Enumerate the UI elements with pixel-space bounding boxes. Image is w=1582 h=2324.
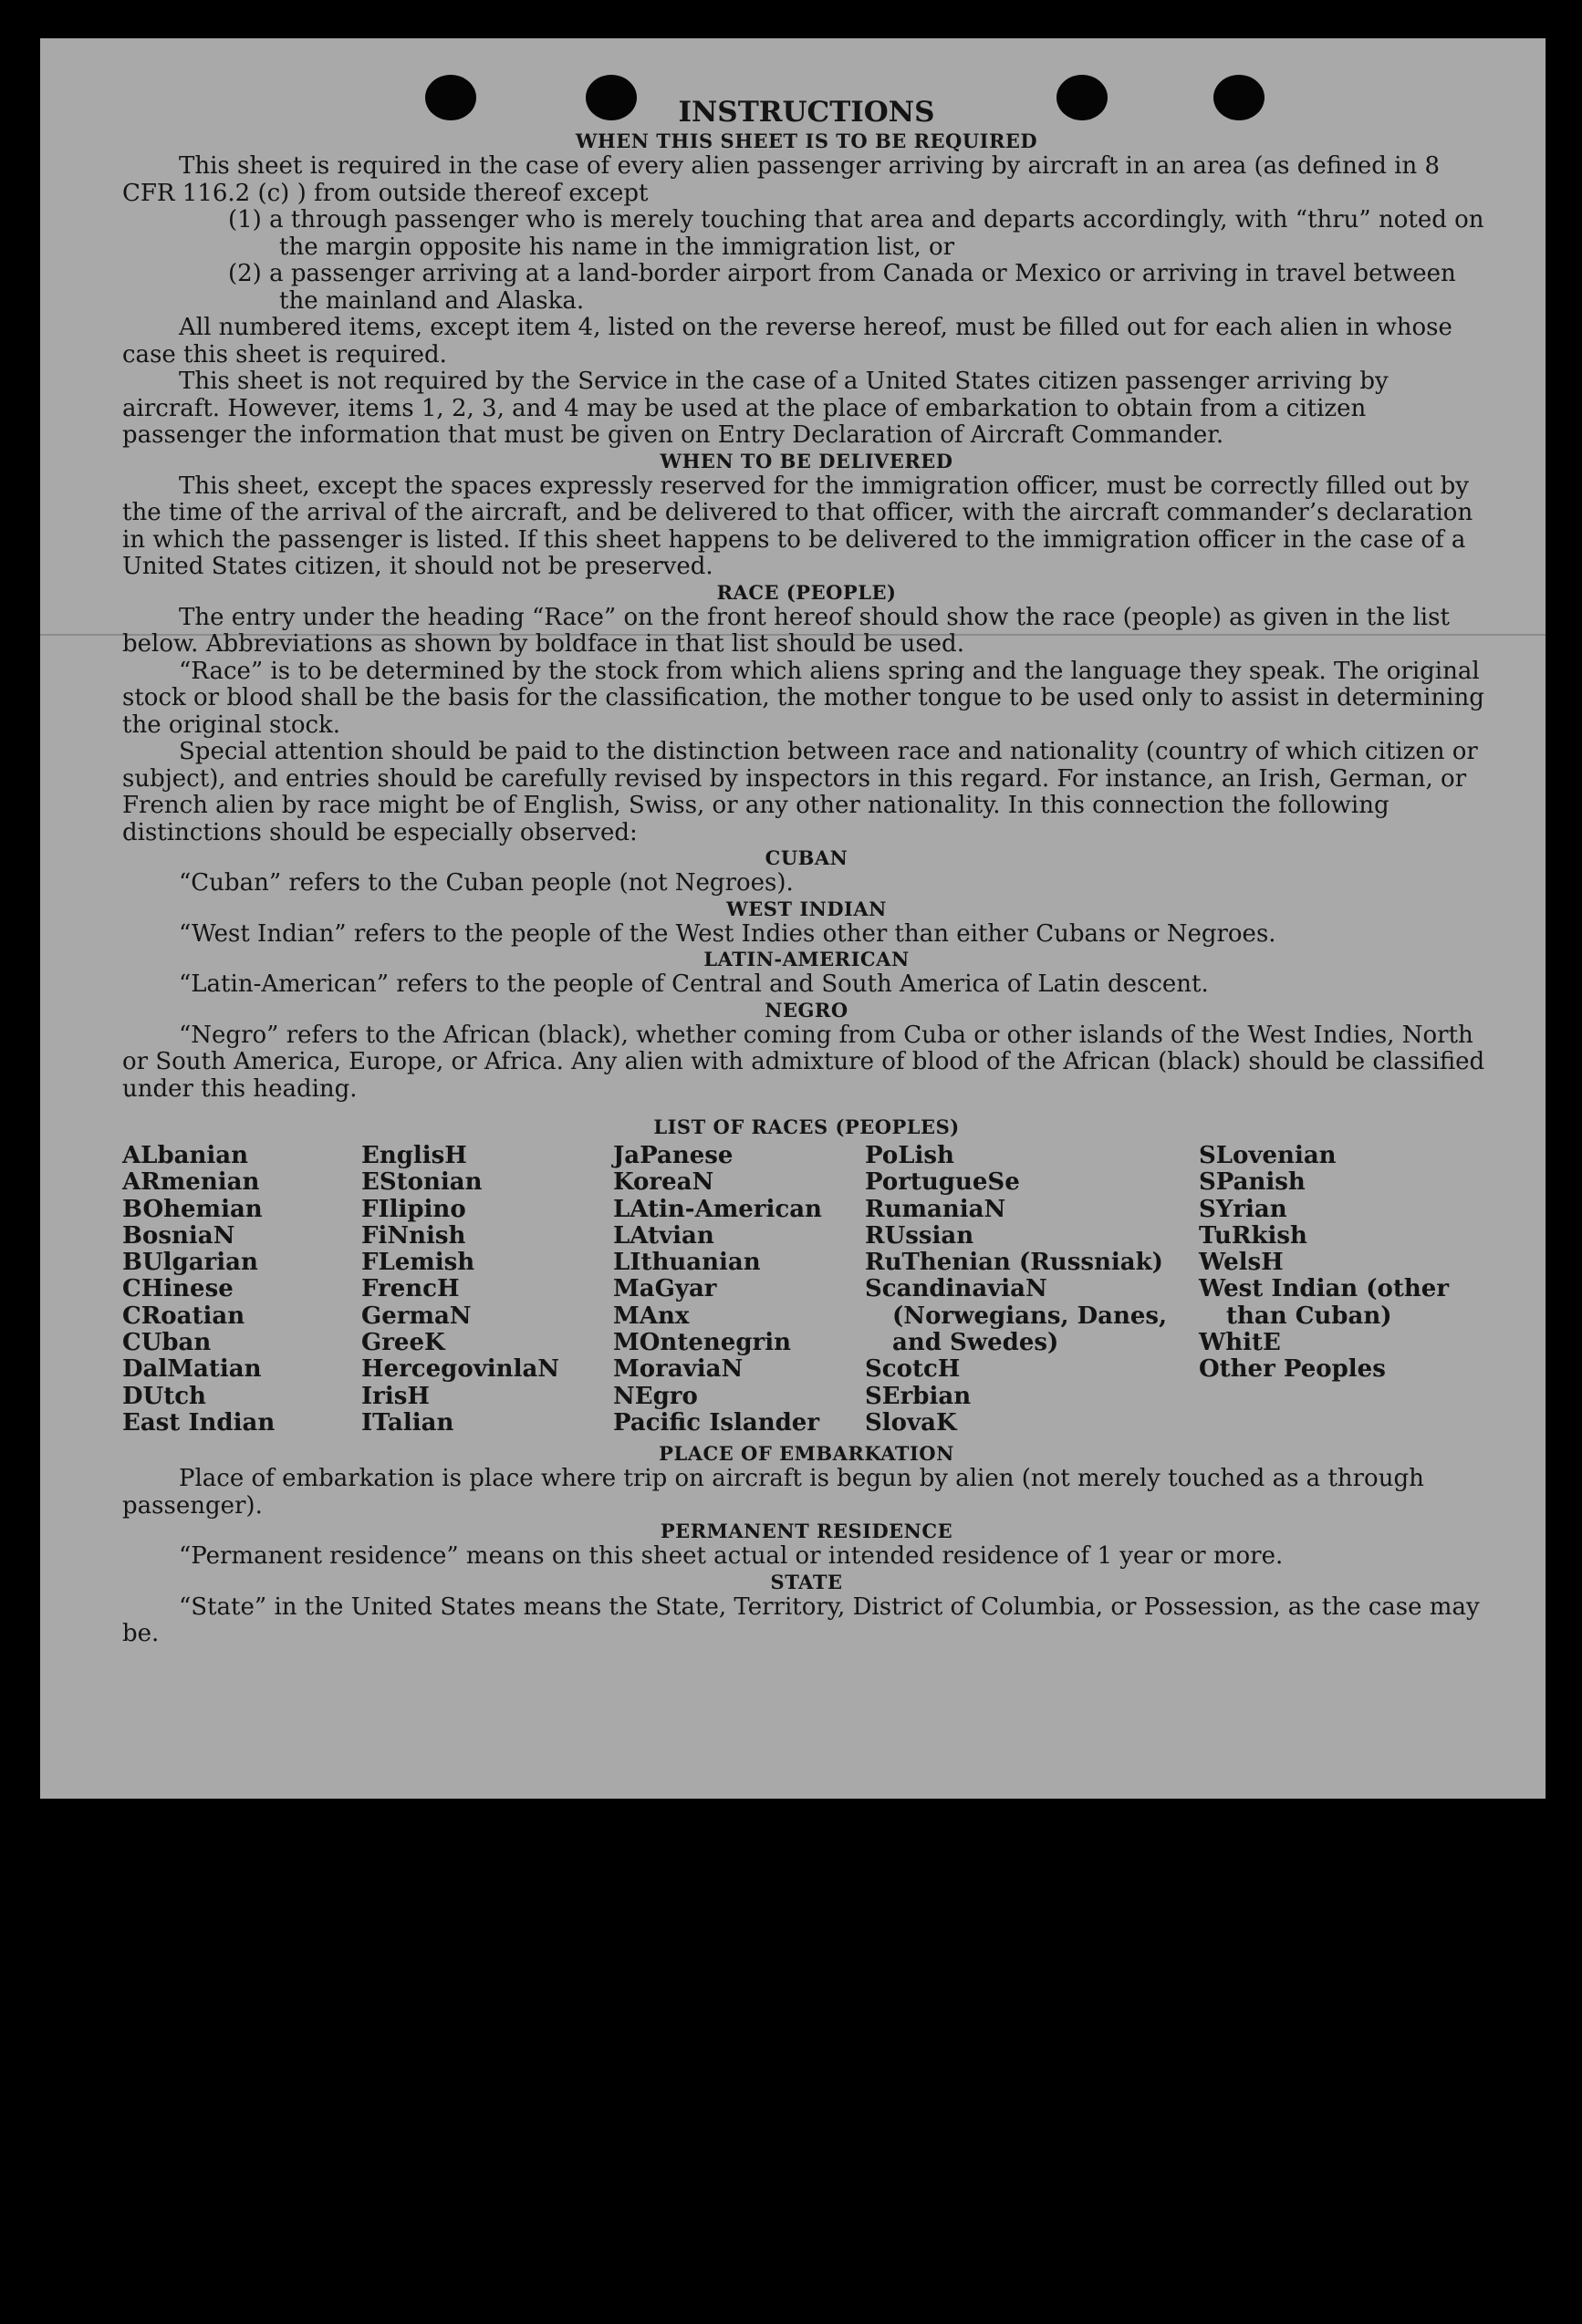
race-entry: BOhemian bbox=[122, 1195, 263, 1223]
race-entry: SlovaK bbox=[865, 1408, 957, 1437]
race-entry: BosniaN bbox=[122, 1221, 235, 1250]
cuban-paragraph: “Cuban” refers to the Cuban people (not Negroes). bbox=[179, 869, 794, 897]
required-paragraph-1: This sheet is required in the case of every alien passenger arriving by aircraft in an area (as defined in 8 CFR 116.2 (c) ) from outside thereof except bbox=[122, 152, 1441, 207]
race-entry: RumaniaN bbox=[865, 1195, 1006, 1223]
race-entry: SErbian bbox=[865, 1382, 972, 1410]
race-entry: HercegovinlaN bbox=[361, 1355, 560, 1384]
race-entry: DUtch bbox=[122, 1382, 206, 1410]
race-entry: GermaN bbox=[361, 1302, 472, 1330]
race-entry: ITalian bbox=[361, 1408, 454, 1437]
race-entry: CRoatian bbox=[122, 1302, 245, 1330]
required-item-1: (1) a through passenger who is merely touching that area and departs accordingly, with “thru” noted on the margin opposite his name in the immigration list, or bbox=[228, 206, 1484, 261]
heading-embarkation: PLACE OF EMBARKATION bbox=[659, 1442, 954, 1466]
race-entry: SLovenian bbox=[1199, 1142, 1337, 1169]
heading-required: WHEN THIS SHEET IS TO BE REQUIRED bbox=[575, 130, 1038, 152]
document-sheet bbox=[40, 38, 1546, 1799]
race-paragraph-3: Special attention should be paid to the distinction between race and nationality (country of which citizen or subject), and entries should be carefully revised by inspectors in this regard. For instance, an Irish, German, or French alien by race might be of English, Swiss, or any other nationality. In this connection the following distinctions should be especially observed: bbox=[122, 738, 1478, 846]
races-column-5 bbox=[1199, 1143, 1473, 1437]
delivered-paragraph-1: This sheet, except the spaces expressly reserved for the immigration officer, must be correctly filled out by the time of the arrival of the aircraft, and be delivered to that officer, with the aircraft commander’s declaration in which the passenger is listed. If this sheet happens to be delivered to the immigration officer in the case of a United States citizen, it should not be preserved. bbox=[122, 472, 1473, 580]
race-entry: PoLish bbox=[865, 1142, 954, 1169]
race-entry: IrisH bbox=[361, 1382, 430, 1410]
races-table bbox=[122, 1143, 1491, 1437]
required-paragraph-3: This sheet is not required by the Service in the case of a United States citizen passenger arriving by aircraft. However, items 1, 2, 3, and 4 may be used at the place of embarkation to obtain from a citizen passenger the information that must be given on Entry Declaration of Aircraft Commander. bbox=[122, 368, 1389, 449]
race-entry: EnglisH bbox=[361, 1142, 467, 1169]
races-column-4 bbox=[865, 1143, 1199, 1437]
race-entry: JaPanese bbox=[613, 1142, 734, 1169]
instructions-content bbox=[122, 95, 1491, 1648]
race-entry: TuRkish bbox=[1199, 1221, 1307, 1250]
race-entry: MAnx bbox=[613, 1302, 690, 1330]
heading-latin-american: LATIN-AMERICAN bbox=[703, 948, 910, 970]
race-entry: ScandinaviaN (Norwegians, Danes, and Swedes) bbox=[865, 1275, 1168, 1357]
race-entry: WelsH bbox=[1199, 1249, 1284, 1277]
heading-state: STATE bbox=[770, 1570, 843, 1593]
race-entry: ScotcH bbox=[865, 1355, 961, 1384]
heading-negro: NEGRO bbox=[765, 998, 848, 1022]
race-paragraph-1: The entry under the heading “Race” on the front hereof should show the race (people) as given in the list below. Abbreviations as shown by boldface in that list should be used. bbox=[122, 603, 1450, 658]
required-paragraph-2: All numbered items, except item 4, listed on the reverse hereof, must be filled out for each alien in whose case this sheet is required. bbox=[122, 314, 1452, 368]
race-entry: GreeK bbox=[361, 1329, 445, 1357]
west-indian-paragraph: “West Indian” refers to the people of the West Indies other than either Cubans or Negroes. bbox=[179, 919, 1276, 948]
race-entry: KoreaN bbox=[613, 1168, 714, 1197]
race-entry: MoraviaN bbox=[613, 1355, 744, 1384]
page-title: INSTRUCTIONS bbox=[678, 96, 935, 129]
race-entry: ARmenian bbox=[122, 1168, 260, 1197]
heading-west-indian: WEST INDIAN bbox=[726, 897, 887, 920]
races-column-1 bbox=[122, 1143, 361, 1437]
heading-delivered: WHEN TO BE DELIVERED bbox=[660, 449, 953, 472]
race-entry: LAtvian bbox=[613, 1221, 714, 1250]
heading-cuban: CUBAN bbox=[765, 846, 848, 869]
races-column-2 bbox=[361, 1143, 613, 1437]
race-entry: FrencH bbox=[361, 1275, 460, 1303]
races-column-3 bbox=[613, 1143, 865, 1437]
race-entry: LAtin-American bbox=[613, 1195, 822, 1223]
race-entry: Other Peoples bbox=[1199, 1355, 1386, 1384]
race-entry: DalMatian bbox=[122, 1355, 262, 1384]
race-paragraph-2: “Race” is to be determined by the stock from which aliens spring and the language they speak. The original stock or blood shall be the basis for the classification, the mother tongue to be used only to assist in determining the original stock. bbox=[122, 657, 1484, 739]
required-item-2: (2) a passenger arriving at a land-border airport from Canada or Mexico or arriving in travel between the mainland and Alaska. bbox=[228, 260, 1456, 315]
negro-paragraph: “Negro” refers to the African (black), whether coming from Cuba or other islands of the West Indies, North or South America, Europe, or Africa. Any alien with admixture of blood of the African (black) should be classified under this heading. bbox=[122, 1021, 1485, 1103]
race-entry: CUban bbox=[122, 1329, 212, 1357]
race-entry: West Indian (other than Cuban) bbox=[1199, 1275, 1450, 1330]
race-entry: CHinese bbox=[122, 1275, 234, 1303]
race-entry: East Indian bbox=[122, 1408, 276, 1437]
heading-residence: PERMANENT RESIDENCE bbox=[660, 1520, 953, 1543]
embarkation-paragraph: Place of embarkation is place where trip on aircraft is begun by alien (not merely touched as a through passenger). bbox=[122, 1465, 1424, 1520]
race-entry: SPanish bbox=[1199, 1168, 1306, 1197]
state-paragraph: “State” in the United States means the State, Territory, District of Columbia, or Possession, as the case may be. bbox=[122, 1593, 1480, 1648]
race-entry: BUlgarian bbox=[122, 1249, 258, 1277]
race-entry: MaGyar bbox=[613, 1275, 717, 1303]
race-entry: FiNnish bbox=[361, 1221, 466, 1250]
race-entry: FIlipino bbox=[361, 1195, 466, 1223]
race-entry: RUssian bbox=[865, 1221, 974, 1250]
race-entry: ALbanian bbox=[122, 1142, 249, 1169]
race-entry: WhitE bbox=[1199, 1329, 1281, 1357]
race-entry: MOntenegrin bbox=[613, 1329, 791, 1357]
race-entry: LIthuanian bbox=[613, 1249, 761, 1277]
residence-paragraph: “Permanent residence” means on this sheet actual or intended residence of 1 year or more. bbox=[179, 1542, 1284, 1571]
heading-race: RACE (PEOPLE) bbox=[716, 580, 897, 604]
race-entry: EStonian bbox=[361, 1168, 483, 1197]
latin-american-paragraph: “Latin-American” refers to the people of Central and South America of Latin descent. bbox=[179, 970, 1209, 998]
race-entry: NEgro bbox=[613, 1382, 698, 1410]
race-entry: Pacific Islander bbox=[613, 1408, 820, 1437]
race-entry: PortugueSe bbox=[865, 1168, 1020, 1197]
heading-list-of-races: LIST OF RACES (PEOPLES) bbox=[653, 1115, 960, 1138]
race-entry: RuThenian (Russniak) bbox=[865, 1249, 1163, 1277]
race-entry: FLemish bbox=[361, 1249, 475, 1277]
race-entry: SYrian bbox=[1199, 1195, 1287, 1223]
